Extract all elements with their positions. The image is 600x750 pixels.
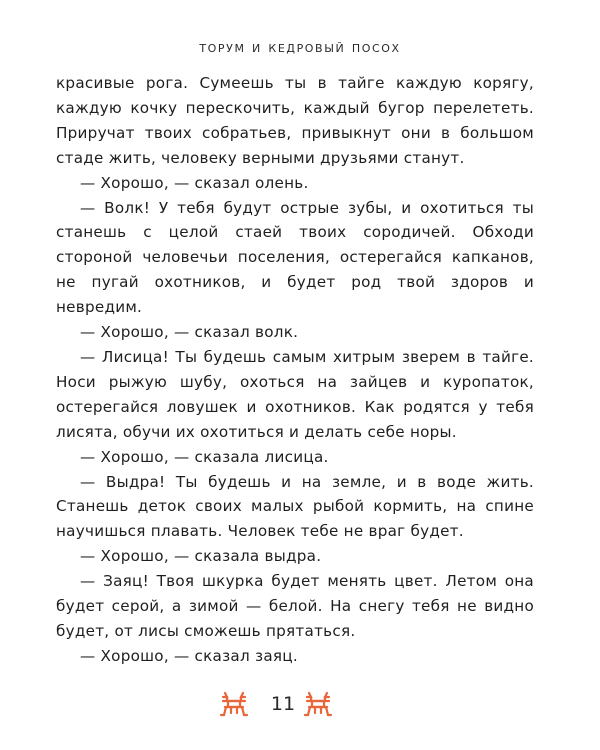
reindeer-ornament-icon bbox=[217, 690, 251, 718]
paragraph: — Выдра! Ты будешь и на земле, и в воде жить. Станешь деток своих малых рыбой кормить, на спине научишься плавать. Человек тебе не враг будет. bbox=[56, 472, 534, 541]
paragraph: — Хорошо, — сказала выдра. bbox=[80, 547, 322, 566]
running-header: торум и кедровый посох bbox=[199, 38, 401, 56]
paragraph: — Волк! У тебя будут острые зубы, и охотиться ты станешь с целой стаей твоих сородичей. Обходи стороной человечьи поселения, остерегайся капканов, не пугай охотников, и будет род твой здоров и невредим. bbox=[56, 198, 534, 317]
page-footer bbox=[0, 690, 600, 726]
paragraph: — Заяц! Твоя шкурка будет менять цвет. Летом она будет серой, а зимой — белой. На снегу тебя не видно будет, от лисы сможешь прятаться. bbox=[56, 572, 534, 640]
paragraph: — Лисица! Ты будешь самым хитрым зверем в тайге. Носи рыжую шубу, охоться на зайцев и куропаток, остерегайся ловушек и охотников. Как родятся у тебя лисята, обучи их охотиться и делать себе норы. bbox=[56, 347, 534, 441]
paragraph: красивые рога. Сумеешь ты в тайге каждую корягу, каждую кочку перескочить, каждый бугор перелететь. Приручат твоих собратьев, привыкнут они в большом стаде жить, человеку верными друзьями станут. bbox=[56, 74, 534, 167]
paragraph: — Хорошо, — сказал олень. bbox=[80, 173, 309, 192]
page-body-text bbox=[56, 71, 534, 669]
paragraph: — Хорошо, — сказал заяц. bbox=[80, 646, 298, 665]
paragraph: — Хорошо, — сказал волк. bbox=[80, 323, 299, 342]
reindeer-ornament-icon bbox=[301, 690, 335, 718]
page-number: 11 bbox=[270, 693, 296, 715]
paragraph: — Хорошо, — сказала лисица. bbox=[80, 447, 329, 466]
